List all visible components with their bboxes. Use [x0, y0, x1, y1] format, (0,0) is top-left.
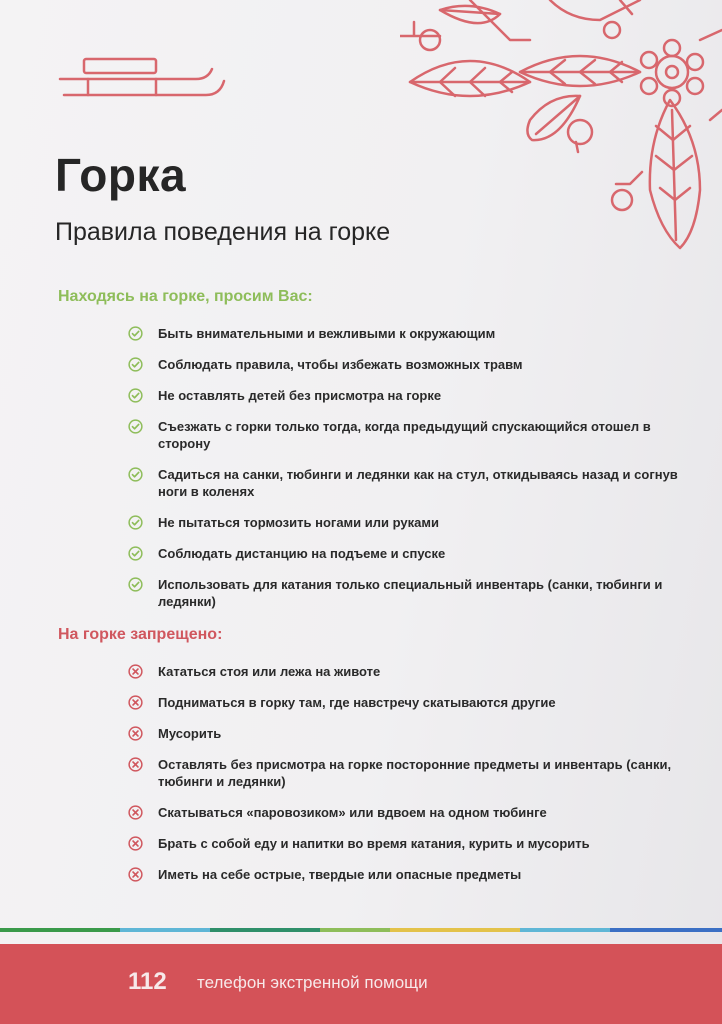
cross-circle-icon [128, 664, 143, 679]
footer-bar [0, 944, 722, 1024]
allowed-item-text: Садиться на санки, тюбинги и ледянки как на стул, откидываясь назад и согнув ноги в коленях [158, 467, 678, 499]
forbidden-item [128, 756, 688, 790]
cross-circle-icon [128, 695, 143, 710]
forbidden-item-text: Скатываться «паровозиком» или вдвоем на одном тюбинге [158, 805, 547, 820]
forbidden-item-text: Подниматься в горку там, где навстречу скатываются другие [158, 695, 556, 710]
check-circle-icon [128, 467, 143, 482]
forbidden-item-text: Оставлять без присмотра на горке посторонние предметы и инвентарь (санки, тюбинги и ледянки) [158, 757, 672, 789]
allowed-list [128, 325, 688, 624]
forbidden-list [128, 663, 688, 897]
page-title: Горка [55, 149, 187, 201]
forbidden-item [128, 804, 688, 821]
cross-circle-icon [128, 836, 143, 851]
allowed-item [128, 325, 688, 342]
forbidden-item-text: Мусорить [158, 726, 222, 741]
allowed-item-text: Соблюдать правила, чтобы избежать возможных травм [158, 357, 523, 372]
check-circle-icon [128, 388, 143, 403]
check-circle-icon [128, 357, 143, 372]
allowed-heading: Находясь на горке, просим Вас: [58, 288, 313, 305]
allowed-item [128, 418, 688, 452]
cross-circle-icon [128, 757, 143, 772]
check-circle-icon [128, 577, 143, 592]
page-subtitle: Правила поведения на горке [55, 218, 391, 246]
cross-circle-icon [128, 805, 143, 820]
forbidden-item [128, 694, 688, 711]
cross-circle-icon [128, 867, 143, 882]
forbidden-item-text: Иметь на себе острые, твердые или опасные предметы [158, 867, 522, 882]
allowed-item [128, 387, 688, 404]
allowed-item [128, 576, 688, 610]
cross-circle-icon [128, 726, 143, 741]
allowed-item [128, 356, 688, 373]
allowed-item-text: Соблюдать дистанцию на подъеме и спуске [158, 546, 446, 561]
allowed-item-text: Быть внимательными и вежливыми к окружающим [158, 326, 496, 341]
allowed-item [128, 514, 688, 531]
check-circle-icon [128, 326, 143, 341]
color-stripes [0, 928, 722, 936]
forbidden-item [128, 835, 688, 852]
allowed-item-text: Использовать для катания только специальный инвентарь (санки, тюбинги и ледянки) [158, 577, 663, 609]
allowed-item [128, 545, 688, 562]
forbidden-item-text: Брать с собой еду и напитки во время катания, курить и мусорить [158, 836, 590, 851]
emergency-label: телефон экстренной помощи [197, 973, 428, 992]
forbidden-item [128, 663, 688, 680]
check-circle-icon [128, 419, 143, 434]
emergency-number: 112 [128, 968, 167, 995]
snowflake-ornament-icon [400, 0, 722, 250]
sled-icon [58, 55, 228, 103]
forbidden-item [128, 725, 688, 742]
allowed-item [128, 466, 688, 500]
forbidden-item [128, 866, 688, 883]
check-circle-icon [128, 546, 143, 561]
allowed-item-text: Съезжать с горки только тогда, когда предыдущий спускающийся отошел в сторону [158, 419, 651, 451]
allowed-item-text: Не пытаться тормозить ногами или руками [158, 515, 439, 530]
forbidden-item-text: Кататься стоя или лежа на животе [158, 664, 381, 679]
allowed-item-text: Не оставлять детей без присмотра на горке [158, 388, 442, 403]
forbidden-heading: На горке запрещено: [58, 626, 223, 643]
check-circle-icon [128, 515, 143, 530]
